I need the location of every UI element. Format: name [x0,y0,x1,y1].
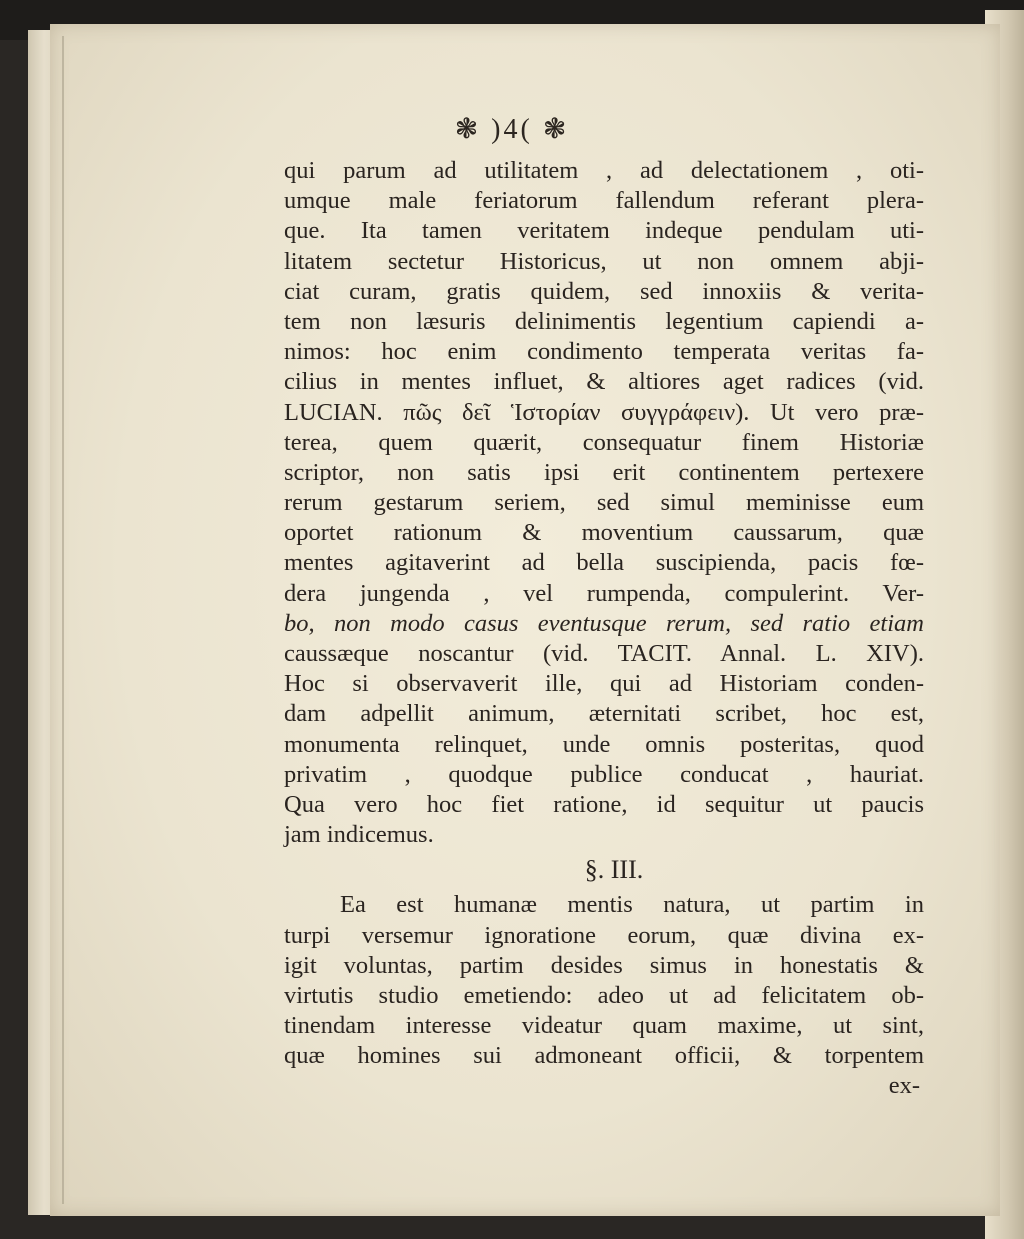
text-line: cilius in mentes influet, & altiores aget radices (vid. [284,368,924,396]
text-line: umque male feriatorum fallendum referant plera- [284,187,924,215]
binding-gutter [62,36,64,1204]
text-line: quæ homines sui admoneant officii, & torpentem [284,1042,924,1070]
text-line: igit voluntas, partim desides simus in honestatis & [284,951,924,979]
text-line: Qua vero hoc fiet ratione, id sequitur ut paucis [284,790,924,818]
paragraph-2 [284,890,924,1071]
text-line: turpi versemur ignoratione eorum, quæ divina ex- [284,921,924,949]
text-line: rerum gestarum seriem, sed simul meminisse eum [284,489,924,517]
text-line: ciat curam, gratis quidem, sed innoxiis & verita- [284,277,924,305]
text-line: caussæque noscantur (vid. TACIT. Annal. L. XIV). [284,640,924,667]
page-header: ❃ )4( ❃ [454,114,570,145]
text-line: mentes agitaverint ad bella suscipienda, pacis fœ- [284,549,924,577]
text-line: terea, quem quærit, consequatur finem Historiæ [284,428,924,456]
text-line: dam adpellit animum, æternitati scribet, hoc est, [284,700,924,728]
body-text [284,156,924,1102]
text-line: virtutis studio emetiendo: adeo ut ad felicitatem ob- [284,981,924,1009]
text-line: Ea est humanæ mentis natura, ut partim in [340,891,924,919]
text-line: monumenta relinquet, unde omnis posteritas, quod [284,730,924,758]
text-line: que. Ita tamen veritatem indeque pendulam uti- [284,217,924,245]
text-line: qui parum ad utilitatem , ad delectationem , oti- [284,157,924,184]
section-heading: §. III. [584,855,644,885]
text-line: Hoc si observaverit ille, qui ad Historiam conden- [284,670,924,698]
text-line: litatem sectetur Historicus, ut non omnem abji- [284,247,924,275]
text-line: scriptor, non satis ipsi erit continentem pertexere [284,458,924,486]
text-line: privatim , quodque publice conducat , hauriat. [284,760,924,788]
text-line: nimos: hoc enim condimento temperata veritas fa- [284,338,924,366]
paragraph-1 [284,156,924,850]
catchword: ex- [888,1072,920,1100]
text-line: oportet rationum & moventium caussarum, quæ [284,519,924,547]
text-line: dera jungenda , vel rumpenda, compulerint. Ver- [284,579,924,607]
text-line: bo, non modo casus eventusque rerum, sed ratio etiam [284,609,924,637]
text-line: jam indicemus. [284,821,434,849]
text-line: tinendam interesse videatur quam maxime, ut sint, [284,1012,924,1040]
text-line: LUCIAN. πῶς δεῖ Ἱστορίαν συγγράφειν). Ut vero præ- [284,398,924,426]
text-line: tem non læsuris delinimentis legentium capiendi a- [284,307,924,335]
